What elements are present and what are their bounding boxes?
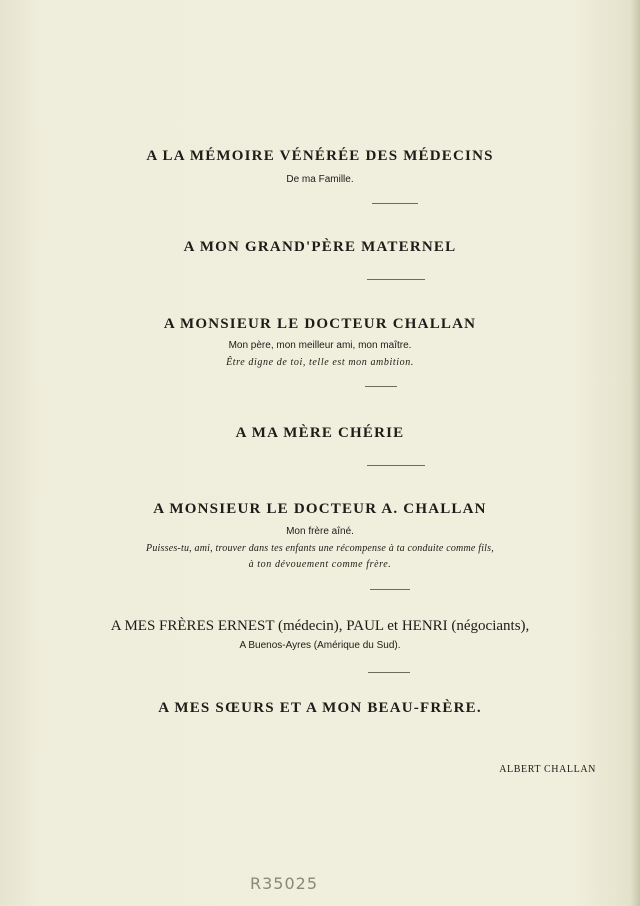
dedication-3-italic: Être digne de toi, telle est mon ambition. [226, 357, 414, 368]
page-edge-shadow [630, 0, 640, 906]
dedication-5-italic-line-1: Puisses-tu, ami, trouver dans tes enfants une récompense à ta conduite comme fils, [146, 543, 494, 554]
dedication-3-subtitle: Mon père, mon meilleur ami, mon maître. [228, 340, 412, 351]
library-mark: R35025 [250, 874, 319, 893]
dedication-1-subtitle: De ma Famille. [286, 174, 354, 185]
dedication-5-heading: A MONSIEUR LE DOCTEUR A. CHALLAN [153, 501, 487, 517]
dedication-1-heading: A LA MÉMOIRE VÉNÉRÉE DES MÉDECINS [146, 148, 494, 164]
dedication-4-heading: A MA MÈRE CHÉRIE [235, 425, 405, 441]
dedication-5-subtitle: Mon frère aîné. [286, 526, 354, 537]
separator-rule [367, 465, 425, 466]
dedication-3-heading: A MONSIEUR LE DOCTEUR CHALLAN [163, 316, 477, 332]
separator-rule [372, 203, 418, 204]
dedication-6-subtitle: A Buenos-Ayres (Amérique du Sud). [239, 640, 401, 651]
dedication-2-heading: A MON GRAND'PÈRE MATERNEL [183, 239, 457, 255]
separator-rule [370, 589, 410, 590]
dedication-5-italic-line-2: à ton dévouement comme frère. [248, 559, 392, 570]
dedication-7-heading: A MES SŒURS ET A MON BEAU-FRÈRE. [158, 700, 482, 716]
separator-rule [368, 672, 410, 673]
separator-rule [365, 386, 397, 387]
separator-rule [367, 279, 425, 280]
author-signature: ALBERT CHALLAN [499, 764, 596, 775]
dedication-6-heading: A MES FRÈRES ERNEST (médecin), PAUL et HENRI (négociants), [110, 618, 530, 634]
